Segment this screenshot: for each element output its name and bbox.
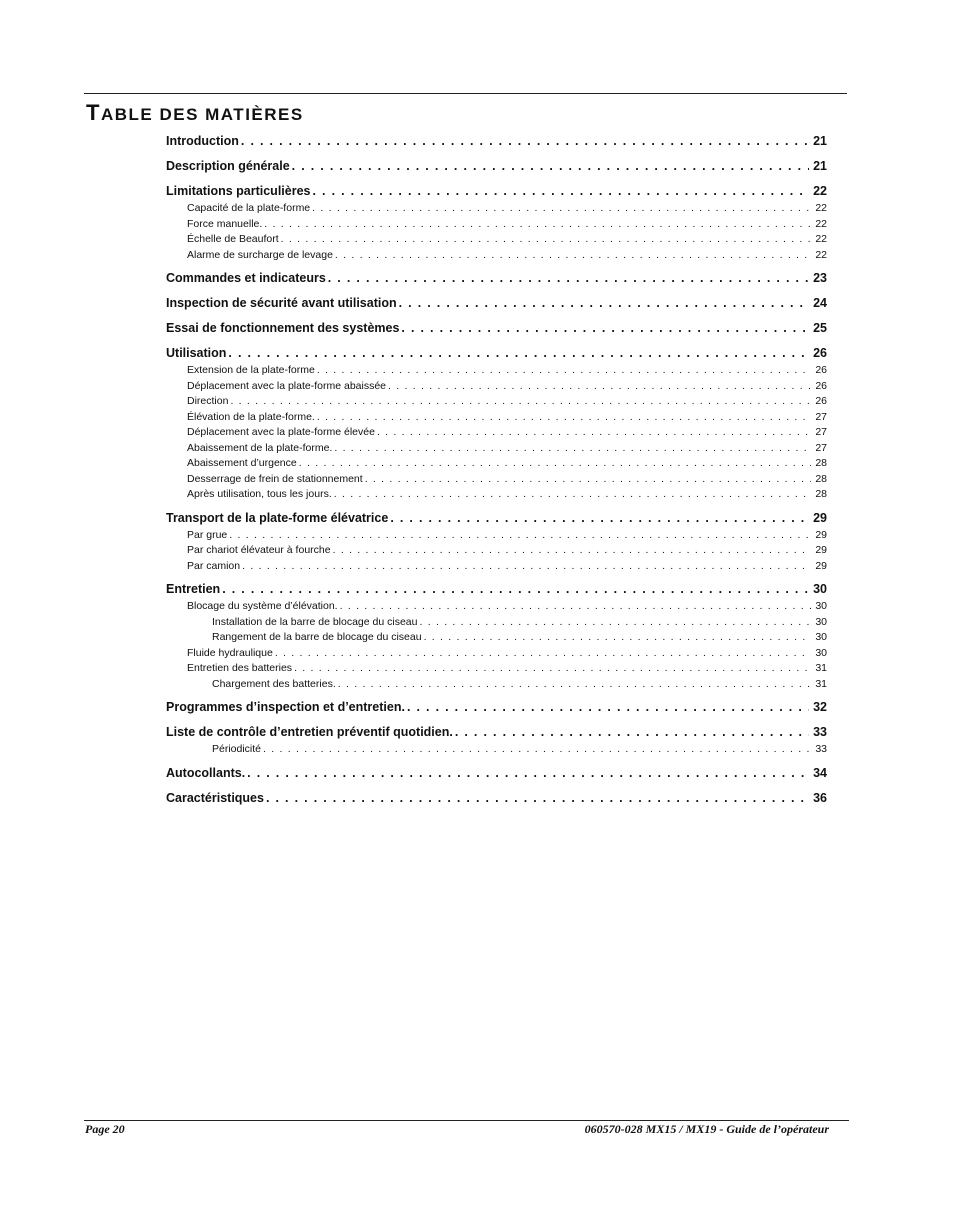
toc-subentry[interactable] [166, 410, 827, 426]
toc-entry-label: Entretien [166, 582, 221, 596]
toc-entry-label: Force manuelle. [187, 217, 263, 230]
toc-entry[interactable] [166, 580, 827, 599]
dot-leader [263, 742, 811, 758]
toc-entry-page: 22 [815, 248, 827, 261]
toc-entry-label: Introduction [166, 134, 239, 148]
dot-leader [242, 559, 811, 575]
toc-entry-label: Déplacement avec la plate-forme élevée [187, 426, 375, 438]
toc-entry-label: Alarme de surcharge de levage [187, 248, 333, 261]
toc-entry-label: Essai de fonctionnement des systèmes [166, 321, 400, 335]
toc-entry-page: 30 [815, 646, 827, 659]
dot-leader [317, 363, 811, 379]
dot-leader [294, 661, 811, 677]
header-rule [84, 93, 847, 94]
toc-entry-label: Extension de la plate-forme [187, 364, 315, 376]
toc-section [166, 319, 827, 338]
dot-leader [407, 698, 809, 717]
footer-page-number: Page 20 [85, 1122, 125, 1136]
toc-entry[interactable] [166, 764, 827, 783]
toc-entry-page: 29 [813, 510, 827, 525]
toc-entry-label: Commandes et indicateurs [166, 271, 326, 285]
toc-entry[interactable] [166, 319, 827, 338]
dot-leader [230, 394, 811, 410]
dot-leader [365, 472, 812, 488]
toc-entry-label: Direction [187, 395, 229, 407]
dot-leader [241, 132, 809, 151]
dot-leader [419, 615, 811, 631]
dot-leader [399, 294, 809, 313]
toc-entry-page: 21 [813, 159, 827, 173]
toc-section [166, 182, 827, 263]
toc-subentry[interactable] [166, 599, 827, 615]
footer-document-title: 060570-028 MX15 / MX19 - Guide de l’opérateur [584, 1122, 829, 1136]
dot-leader [228, 344, 809, 363]
toc-subentry[interactable] [166, 441, 827, 457]
toc-entry[interactable] [166, 269, 827, 288]
toc-entry-page: 29 [815, 528, 827, 541]
toc-subentry[interactable] [166, 559, 827, 575]
toc-section [166, 294, 827, 313]
toc-subentry[interactable] [166, 379, 827, 395]
toc-entry-page: 31 [815, 662, 827, 674]
dot-leader [317, 410, 811, 426]
dot-leader [266, 789, 809, 808]
dot-leader [281, 232, 812, 248]
dot-leader [292, 157, 809, 176]
dot-leader [424, 630, 812, 646]
toc-entry-page: 31 [815, 677, 827, 690]
toc-entry-label: Déplacement avec la plate-forme abaissée [187, 379, 387, 392]
toc-section [166, 723, 827, 758]
toc-entry-label: Périodicité [212, 743, 262, 755]
dot-leader [299, 456, 812, 472]
toc-entry-label: Utilisation [166, 346, 227, 360]
title-rest: ABLE DES MATIÈRES [100, 105, 304, 124]
toc-entry-label: Échelle de Beaufort [187, 233, 279, 245]
toc-entry[interactable] [166, 182, 827, 201]
toc-entry-label: Entretien des batteries [187, 662, 293, 674]
dot-leader [390, 509, 809, 528]
dot-leader [334, 441, 811, 457]
toc-entry[interactable] [166, 698, 827, 717]
toc-entry[interactable] [166, 789, 827, 808]
toc-entry-label: Fluide hydraulique [187, 646, 273, 659]
toc-entry-page: 29 [815, 559, 827, 572]
toc-entry-label: Installation de la barre de blocage du ciseau [212, 615, 418, 628]
toc-entry-page: 26 [813, 346, 827, 360]
dot-leader [335, 248, 811, 264]
toc-entry-label: Desserrage de frein de stationnement [187, 472, 363, 485]
dot-leader [334, 487, 812, 503]
toc-entry-page: 22 [813, 184, 827, 198]
dot-leader [455, 723, 809, 742]
toc-entry-page: 24 [813, 296, 827, 310]
toc-entry-page: 25 [813, 321, 827, 335]
footer-rule [84, 1120, 849, 1121]
toc-entry-label: Abaissement d’urgence [187, 457, 297, 469]
dot-leader [222, 580, 809, 599]
toc-entry-label: Autocollants. [166, 765, 246, 780]
toc-entry-label: Par grue [187, 528, 228, 541]
toc-entry-page: 30 [815, 631, 827, 643]
dot-leader [401, 319, 809, 338]
toc-subentry[interactable] [166, 487, 827, 503]
toc-subsubentry[interactable] [166, 615, 827, 631]
toc-entry-page: 26 [815, 395, 827, 407]
toc-subentry[interactable] [166, 363, 827, 379]
toc-entry-page: 26 [815, 364, 827, 376]
toc-subentry[interactable] [166, 217, 827, 233]
toc-entry[interactable] [166, 132, 827, 151]
toc-entry-label: Description générale [166, 159, 290, 173]
toc-entry-label: Par camion [187, 559, 241, 572]
dot-leader [340, 599, 812, 615]
toc-subentry[interactable] [166, 456, 827, 472]
toc-entry-page: 27 [815, 410, 827, 423]
toc-entry-page: 34 [813, 765, 827, 780]
dot-leader [275, 646, 812, 662]
dot-leader [328, 269, 809, 288]
toc-entry-label: Liste de contrôle d’entretien préventif quotidien. [166, 725, 453, 739]
toc-subsubentry[interactable] [166, 630, 827, 646]
toc-entry-page: 28 [815, 488, 827, 500]
toc-entry-label: Rangement de la barre de blocage du ciseau [212, 631, 422, 643]
toc-section [166, 580, 827, 692]
toc-entry-page: 33 [815, 743, 827, 755]
toc-subentry[interactable] [166, 232, 827, 248]
toc-entry-label: Inspection de sécurité avant utilisation [166, 296, 397, 310]
toc-entry[interactable] [166, 344, 827, 363]
toc-entry-label: Programmes d’inspection et d’entretien. [166, 700, 405, 714]
dot-leader [247, 764, 809, 783]
toc-entry-page: 22 [815, 217, 827, 230]
toc-entry-label: Après utilisation, tous les jours. [187, 488, 332, 500]
toc-entry-page: 22 [815, 202, 827, 214]
toc-entry-page: 27 [815, 441, 827, 454]
toc-entry-label: Par chariot élévateur à fourche [187, 544, 331, 556]
dot-leader [377, 425, 811, 441]
toc-entry-label: Abaissement de la plate-forme. [187, 441, 333, 454]
toc-entry-page: 28 [815, 472, 827, 485]
toc-section [166, 509, 827, 575]
toc-section [166, 344, 827, 503]
toc-section [166, 698, 827, 717]
dot-leader [312, 182, 809, 201]
toc-section [166, 269, 827, 288]
toc-entry-page: 29 [815, 544, 827, 556]
toc-entry-page: 23 [813, 271, 827, 285]
toc-entry-page: 22 [815, 233, 827, 245]
toc-subentry[interactable] [166, 248, 827, 264]
toc-entry-page: 27 [815, 426, 827, 438]
toc-entry-page: 32 [813, 700, 827, 714]
toc-subentry[interactable] [166, 201, 827, 217]
toc-subentry[interactable] [166, 425, 827, 441]
toc-subentry[interactable] [166, 528, 827, 544]
toc-section [166, 764, 827, 783]
toc-entry[interactable] [166, 509, 827, 528]
toc-subentry[interactable] [166, 394, 827, 410]
toc-section [166, 132, 827, 151]
toc-subentry[interactable] [166, 661, 827, 677]
toc-entry-label: Caractéristiques [166, 790, 264, 805]
toc-entry-page: 30 [815, 600, 827, 612]
toc-entry[interactable] [166, 294, 827, 313]
dot-leader [338, 677, 812, 693]
toc-entry-page: 30 [815, 615, 827, 628]
toc-entry[interactable] [166, 157, 827, 176]
toc-section [166, 157, 827, 176]
dot-leader [333, 543, 812, 559]
toc-entry-label: Élévation de la plate-forme. [187, 410, 315, 423]
toc-subentry[interactable] [166, 543, 827, 559]
dot-leader [312, 201, 811, 217]
dot-leader [264, 217, 811, 233]
toc-entry-page: 21 [813, 134, 827, 148]
toc-entry-page: 26 [815, 379, 827, 392]
toc-entry[interactable] [166, 723, 827, 742]
dot-leader [388, 379, 811, 395]
toc-entry-label: Limitations particulières [166, 184, 311, 198]
toc-entry-label: Capacité de la plate-forme [187, 202, 311, 214]
toc-entry-label: Chargement des batteries. [212, 677, 336, 690]
toc-section [166, 789, 827, 808]
toc-subentry[interactable] [166, 472, 827, 488]
title-first-letter: T [86, 100, 101, 125]
toc-subentry[interactable] [166, 646, 827, 662]
page-title [86, 100, 304, 126]
toc-subsubentry[interactable] [166, 677, 827, 693]
toc-entry-page: 33 [813, 725, 827, 739]
toc-entry-label: Blocage du système d’élévation. [187, 600, 338, 612]
toc-entry-page: 28 [815, 457, 827, 469]
toc-subentry[interactable] [166, 742, 827, 758]
toc-entry-page: 36 [813, 790, 827, 805]
toc-entry-page: 30 [813, 582, 827, 596]
dot-leader [229, 528, 811, 544]
table-of-contents [166, 132, 827, 814]
toc-entry-label: Transport de la plate-forme élévatrice [166, 510, 389, 525]
